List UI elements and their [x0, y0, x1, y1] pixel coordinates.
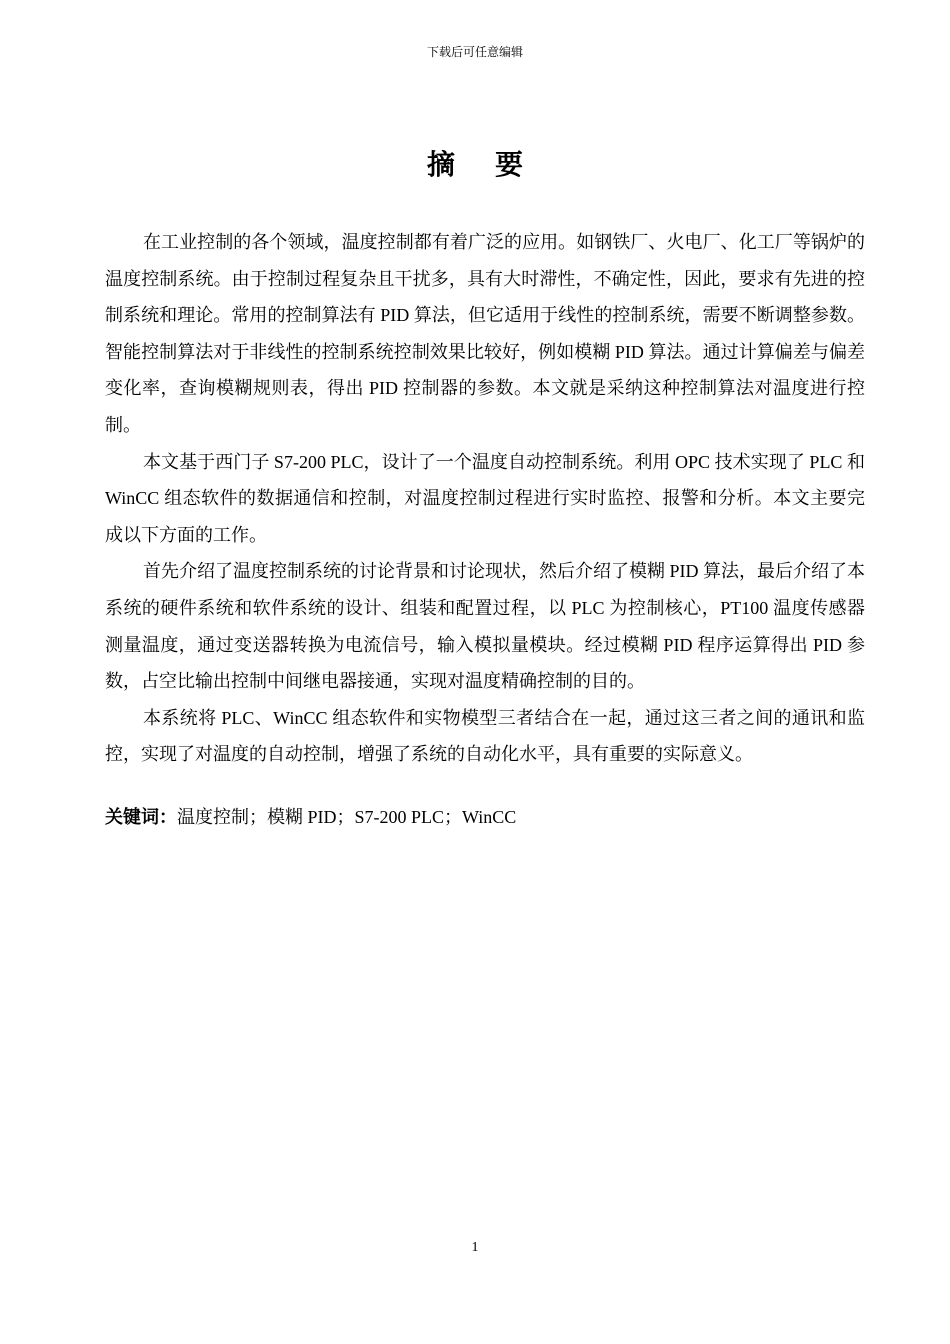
keywords-label: 关键词： [105, 807, 177, 827]
page-header: 下载后可任意编辑 [426, 45, 523, 59]
abstract-paragraph-3: 首先介绍了温度控制系统的讨论背景和讨论现状，然后介绍了模糊 PID 算法，最后介绍了本系统的硬件系统和软件系统的设计、组装和配置过程，以 PLC 为控制核心，PT100 温度传感器测量温度，通过变送器转换为电流信号，输入模拟量模块。经过模糊 PID 程序运算得出 PID 参数，占空比输出控制中间继电器接通，实现对温度精确控制的目的。 [105, 561, 865, 692]
page-number: 1 [471, 1240, 479, 1255]
page-title: 摘要 [426, 150, 563, 181]
abstract-paragraph-1: 在工业控制的各个领域，温度控制都有着广泛的应用。如钢铁厂、火电厂、化工厂等锅炉的温度控制系统。由于控制过程复杂且干扰多，具有大时滞性，不确定性，因此，要求有先进的控制系统和理论。常用的控制算法有 PID 算法，但它适用于线性的控制系统，需要不断调整参数。智能控制算法对于非线性的控制系统控制效果比较好，例如模糊 PID 算法。通过计算偏差与偏差变化率，查询模糊规则表，得出 PID 控制器的参数。本文就是采纳这种控制算法对温度进行控制。 [105, 232, 865, 435]
abstract-paragraph-4: 本系统将 PLC、WinCC 组态软件和实物模型三者结合在一起，通过这三者之间的通讯和监控，实现了对温度的自动控制，增强了系统的自动化水平，具有重要的实际意义。 [105, 707, 865, 765]
keywords-line [105, 802, 865, 832]
abstract-paragraph-2: 本文基于西门子 S7-200 PLC，设计了一个温度自动控制系统。利用 OPC 技术实现了 PLC 和 WinCC 组态软件的数据通信和控制，对温度控制过程进行实时监控、报警和分析。本文主要完成以下方面的工作。 [105, 451, 865, 545]
keywords-value: 温度控制；模糊 PID；S7-200 PLC；WinCC [177, 807, 517, 827]
abstract-body [105, 224, 865, 773]
